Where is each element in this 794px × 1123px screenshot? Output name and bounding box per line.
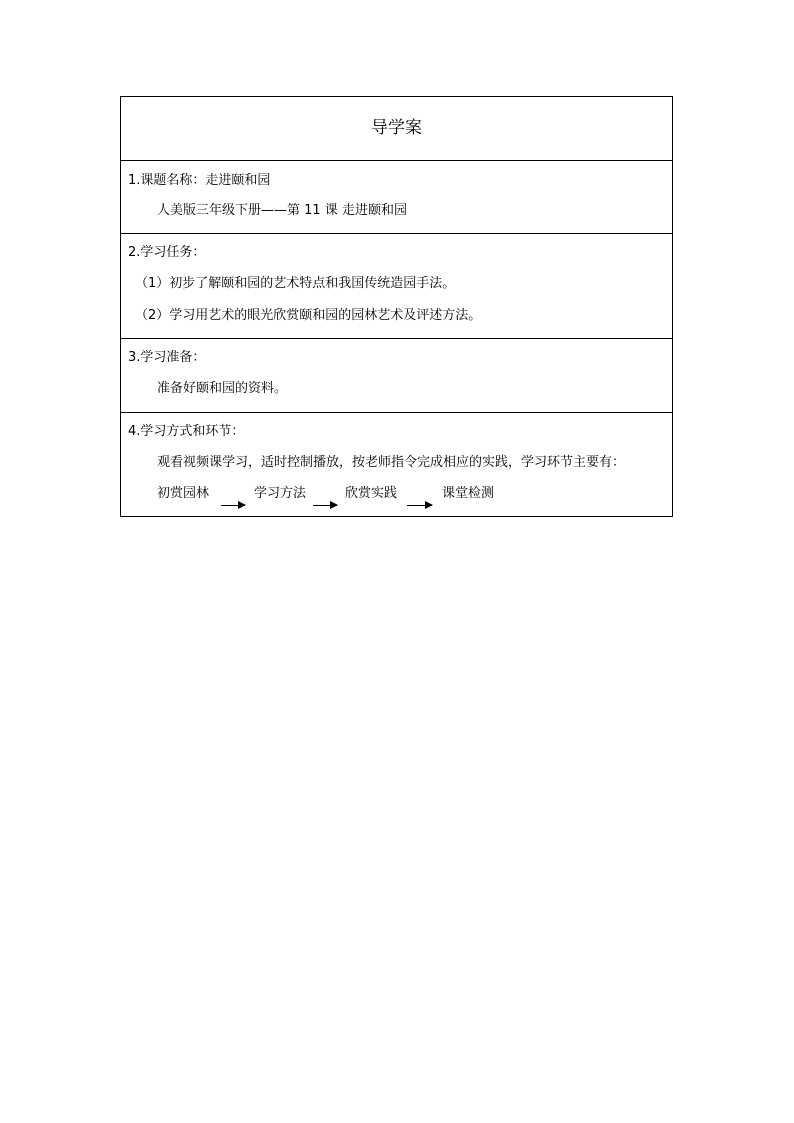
preparation-section <box>121 338 672 412</box>
preparation-detail: 准备好颐和园的资料。 <box>157 381 288 396</box>
topic-detail: 人美版三年级下册——第 11 课 走进颐和园 <box>157 203 407 218</box>
title-row <box>121 97 672 160</box>
topic-section <box>121 160 672 233</box>
right-arrow-icon <box>407 505 432 506</box>
method-heading: 4.学习方式和环节： <box>128 424 245 439</box>
right-arrow-icon <box>221 505 245 506</box>
task-item-1: （1）初步了解颐和园的艺术特点和我国传统造园手法。 <box>135 276 456 291</box>
task-item-2: （2）学习用艺术的眼光欣赏颐和园的园林艺术及评述方法。 <box>135 308 482 323</box>
flow-step-1: 初赏园林 <box>157 486 210 501</box>
guide-table <box>120 96 673 517</box>
right-arrow-icon <box>313 505 337 506</box>
flow-step-4: 课堂检测 <box>442 486 495 501</box>
document-title: 导学案 <box>371 118 422 138</box>
topic-heading: 1.课题名称：走进颐和园 <box>128 173 271 188</box>
method-section <box>121 412 672 516</box>
preparation-heading: 3.学习准备： <box>128 350 206 365</box>
tasks-section <box>121 233 672 338</box>
flow-step-2: 学习方法 <box>254 486 307 501</box>
flow-step-3: 欣赏实践 <box>345 486 398 501</box>
tasks-heading: 2.学习任务： <box>128 245 206 260</box>
method-detail: 观看视频课学习，适时控制播放，按老师指令完成相应的实践，学习环节主要有： <box>157 455 626 470</box>
